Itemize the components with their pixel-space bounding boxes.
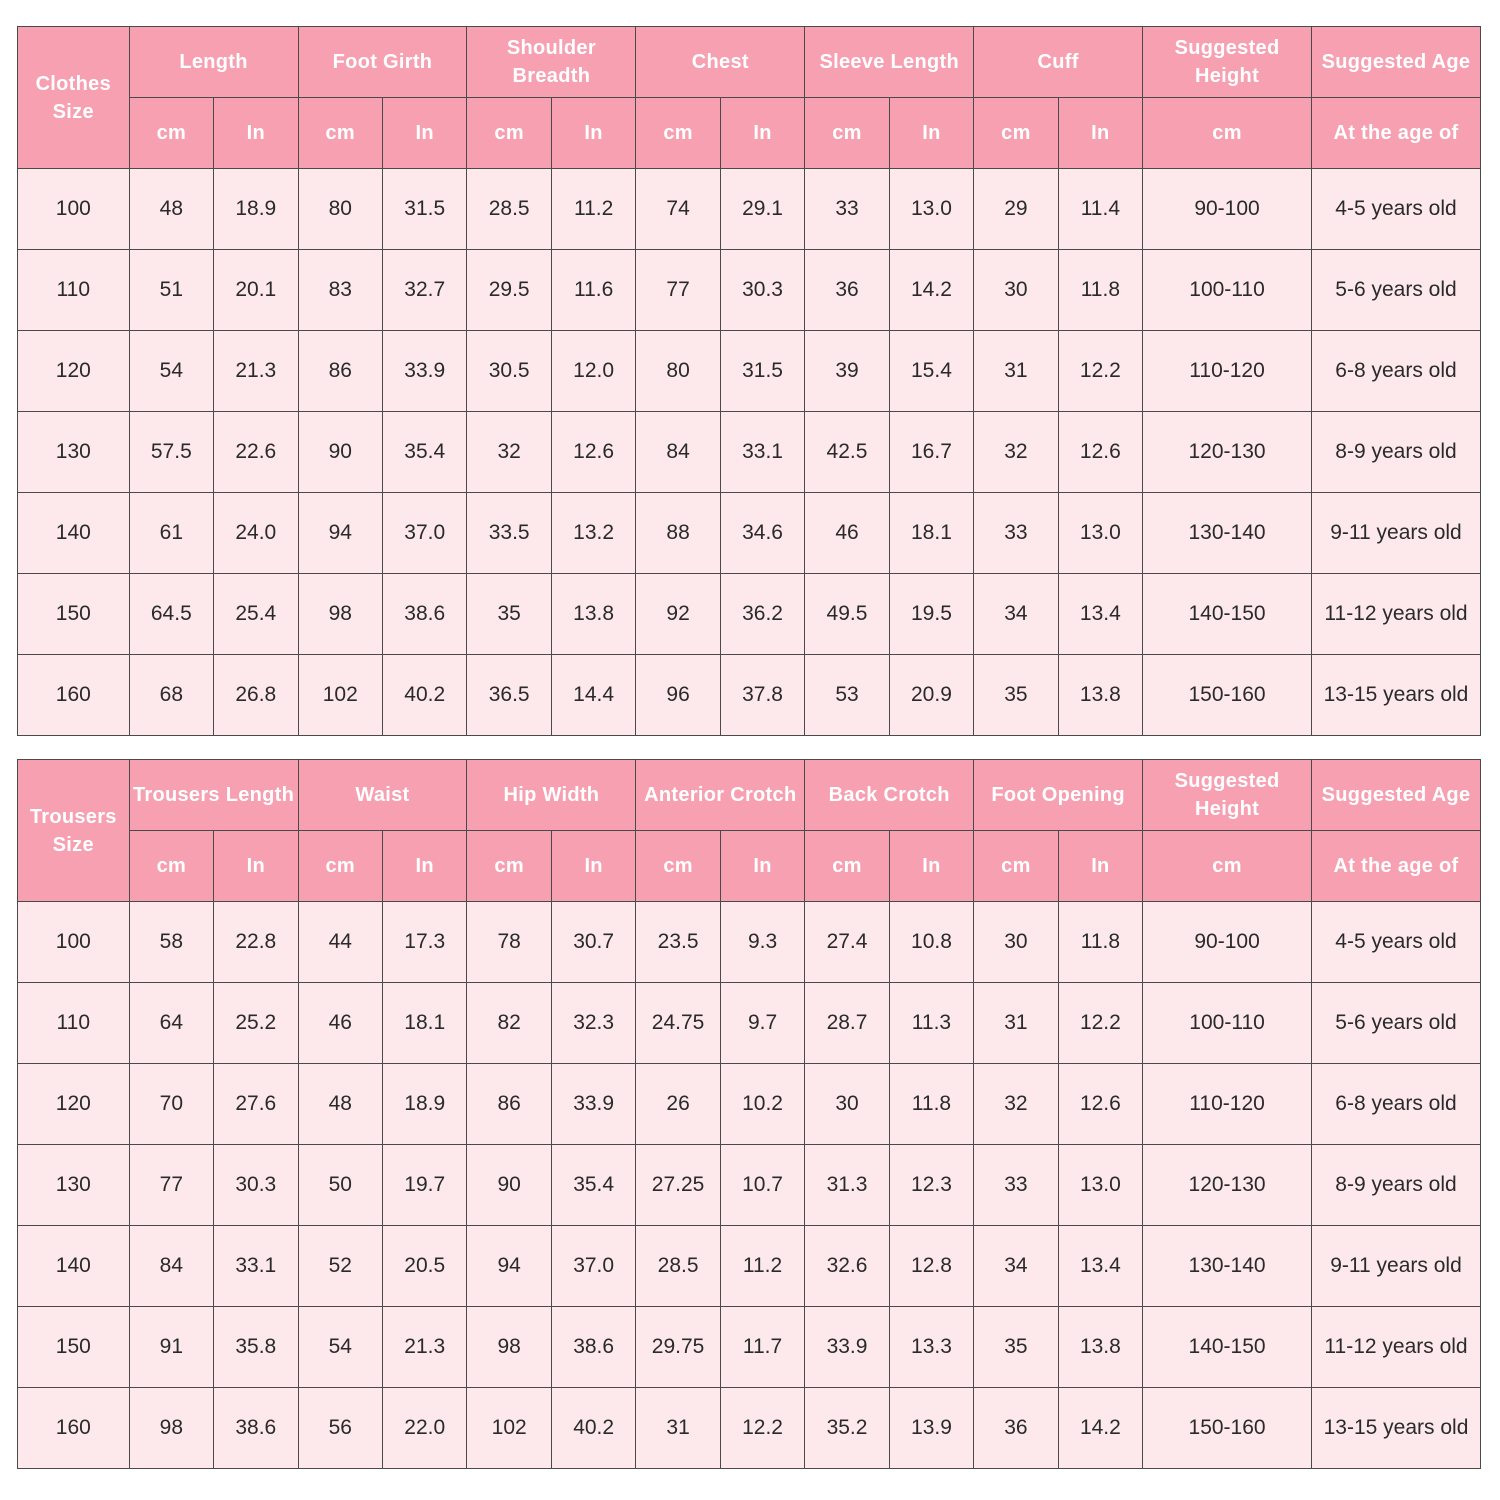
table-cell: 91 <box>129 1307 213 1388</box>
table-cell: 13.8 <box>1058 655 1142 736</box>
table-cell: 22.8 <box>214 902 298 983</box>
table-cell: 11.3 <box>889 983 973 1064</box>
unit-in: In <box>214 831 298 902</box>
table-cell: 94 <box>467 1226 551 1307</box>
table-cell: 49.5 <box>805 574 889 655</box>
table-cell: 27.6 <box>214 1064 298 1145</box>
group-header: Cuff <box>974 27 1143 98</box>
unit-cm: cm <box>467 831 551 902</box>
table-cell: 29.5 <box>467 250 551 331</box>
unit-cm: cm <box>129 98 213 169</box>
table-cell: 28.5 <box>636 1226 720 1307</box>
table-cell: 34.6 <box>720 493 804 574</box>
table-cell: 37.0 <box>382 493 466 574</box>
table-cell: 13-15 years old <box>1311 655 1480 736</box>
table-cell: 102 <box>298 655 382 736</box>
table-cell: 10.8 <box>889 902 973 983</box>
table-cell: 33 <box>805 169 889 250</box>
unit-cm: cm <box>974 831 1058 902</box>
table-cell: 90-100 <box>1143 902 1312 983</box>
table-cell: 13.2 <box>551 493 635 574</box>
table-cell: 30.7 <box>551 902 635 983</box>
table-cell: 19.7 <box>382 1145 466 1226</box>
table-row <box>18 412 1481 493</box>
table-cell: 16.7 <box>889 412 973 493</box>
table-cell: 25.4 <box>214 574 298 655</box>
table-cell: 36.2 <box>720 574 804 655</box>
table-cell: 12.2 <box>720 1388 804 1469</box>
table-cell: 86 <box>298 331 382 412</box>
size-cell: 160 <box>18 1388 130 1469</box>
table-cell: 38.6 <box>551 1307 635 1388</box>
table-cell: 22.0 <box>382 1388 466 1469</box>
table-cell: 120-130 <box>1143 412 1312 493</box>
table-row <box>18 655 1481 736</box>
table-cell: 33.9 <box>551 1064 635 1145</box>
age-header: Suggested Age <box>1312 760 1481 831</box>
size-cell: 150 <box>18 574 130 655</box>
table-cell: 19.5 <box>889 574 973 655</box>
table-cell: 21.3 <box>214 331 298 412</box>
table-cell: 39 <box>805 331 889 412</box>
height-header: Suggested Height <box>1143 27 1312 98</box>
table-cell: 44 <box>298 902 382 983</box>
table-cell: 28.5 <box>467 169 551 250</box>
table-cell: 20.5 <box>382 1226 466 1307</box>
size-cell: 100 <box>18 169 130 250</box>
table-cell: 32 <box>467 412 551 493</box>
table-row <box>18 574 1481 655</box>
table-cell: 33.1 <box>720 412 804 493</box>
table-cell: 18.1 <box>382 983 466 1064</box>
group-header: Chest <box>636 27 805 98</box>
unit-cm: cm <box>805 831 889 902</box>
table-cell: 13.0 <box>889 169 973 250</box>
table-cell: 32.7 <box>382 250 466 331</box>
table-cell: 31.5 <box>720 331 804 412</box>
table-row <box>18 1064 1481 1145</box>
table-cell: 98 <box>298 574 382 655</box>
table-cell: 35 <box>974 655 1058 736</box>
size-cell: 130 <box>18 412 130 493</box>
table-cell: 30.5 <box>467 331 551 412</box>
table-cell: 34 <box>974 574 1058 655</box>
table-cell: 50 <box>298 1145 382 1226</box>
group-header: Trousers Length <box>129 760 298 831</box>
table-cell: 29 <box>974 169 1058 250</box>
table-cell: 36.5 <box>467 655 551 736</box>
table-cell: 26 <box>636 1064 720 1145</box>
table-cell: 48 <box>129 169 213 250</box>
table-cell: 90 <box>467 1145 551 1226</box>
table-cell: 100-110 <box>1143 983 1312 1064</box>
table-cell: 9-11 years old <box>1311 493 1480 574</box>
table-cell: 12.6 <box>1058 1064 1142 1145</box>
table-cell: 12.6 <box>1058 412 1142 493</box>
table-cell: 90-100 <box>1143 169 1312 250</box>
table-cell: 13.4 <box>1058 574 1142 655</box>
table-cell: 33.9 <box>382 331 466 412</box>
table-cell: 90 <box>298 412 382 493</box>
table-cell: 11.8 <box>1058 250 1142 331</box>
group-header: Sleeve Length <box>805 27 974 98</box>
unit-cm: cm <box>298 831 382 902</box>
table-cell: 8-9 years old <box>1312 1145 1481 1226</box>
table-cell: 22.6 <box>214 412 298 493</box>
table-cell: 11.7 <box>720 1307 804 1388</box>
age-unit: At the age of <box>1311 98 1480 169</box>
table-cell: 32 <box>974 1064 1058 1145</box>
table-cell: 14.4 <box>551 655 635 736</box>
group-header: Length <box>129 27 298 98</box>
table-cell: 35 <box>467 574 551 655</box>
table-cell: 18.9 <box>382 1064 466 1145</box>
table-cell: 35.8 <box>214 1307 298 1388</box>
table-cell: 25.2 <box>214 983 298 1064</box>
size-cell: 140 <box>18 493 130 574</box>
table-cell: 13.8 <box>551 574 635 655</box>
unit-cm: cm <box>129 831 213 902</box>
table-cell: 18.1 <box>889 493 973 574</box>
table-cell: 110-120 <box>1143 1064 1312 1145</box>
table-cell: 30 <box>974 902 1058 983</box>
table-cell: 13.3 <box>889 1307 973 1388</box>
table-cell: 56 <box>298 1388 382 1469</box>
table-cell: 11-12 years old <box>1312 1307 1481 1388</box>
table-cell: 11.8 <box>1058 902 1142 983</box>
clothes-table-body <box>18 169 1481 736</box>
unit-cm: cm <box>805 98 889 169</box>
table-row <box>18 169 1481 250</box>
table-cell: 13.4 <box>1058 1226 1142 1307</box>
size-cell: 110 <box>18 983 130 1064</box>
table-cell: 5-6 years old <box>1311 250 1480 331</box>
table-cell: 94 <box>298 493 382 574</box>
table-cell: 28.7 <box>805 983 889 1064</box>
table-cell: 74 <box>636 169 720 250</box>
table-cell: 12.2 <box>1058 983 1142 1064</box>
table-row <box>18 902 1481 983</box>
trousers-table-body <box>18 902 1481 1469</box>
table-cell: 31 <box>974 983 1058 1064</box>
table-cell: 18.9 <box>214 169 298 250</box>
table-cell: 12.0 <box>551 331 635 412</box>
size-cell: 100 <box>18 902 130 983</box>
table-cell: 20.1 <box>214 250 298 331</box>
table-cell: 17.3 <box>382 902 466 983</box>
group-header: Shoulder Breadth <box>467 27 636 98</box>
table-cell: 68 <box>129 655 213 736</box>
size-cell: 120 <box>18 331 130 412</box>
table-cell: 12.3 <box>889 1145 973 1226</box>
table-row <box>18 1145 1481 1226</box>
table-cell: 37.0 <box>551 1226 635 1307</box>
unit-cm: cm <box>467 98 551 169</box>
table-cell: 64 <box>129 983 213 1064</box>
size-cell: 130 <box>18 1145 130 1226</box>
table-cell: 32 <box>974 412 1058 493</box>
table-cell: 64.5 <box>129 574 213 655</box>
table-cell: 88 <box>636 493 720 574</box>
table-cell: 15.4 <box>889 331 973 412</box>
table-cell: 35 <box>974 1307 1058 1388</box>
table-cell: 13.0 <box>1058 493 1142 574</box>
table-cell: 9.3 <box>720 902 804 983</box>
table-cell: 11.6 <box>551 250 635 331</box>
table-cell: 92 <box>636 574 720 655</box>
table-cell: 8-9 years old <box>1311 412 1480 493</box>
unit-in: In <box>720 831 804 902</box>
table-cell: 140-150 <box>1143 1307 1312 1388</box>
unit-cm: cm <box>636 831 720 902</box>
unit-in: In <box>889 98 973 169</box>
table-cell: 13.9 <box>889 1388 973 1469</box>
table-cell: 24.0 <box>214 493 298 574</box>
unit-in: In <box>382 98 466 169</box>
height-unit: cm <box>1143 98 1312 169</box>
group-header: Foot Girth <box>298 27 467 98</box>
table-row <box>18 331 1481 412</box>
table-cell: 6-8 years old <box>1311 331 1480 412</box>
height-header: Suggested Height <box>1143 760 1312 831</box>
table-cell: 4-5 years old <box>1312 902 1481 983</box>
table-cell: 82 <box>467 983 551 1064</box>
size-cell: 140 <box>18 1226 130 1307</box>
group-header: Anterior Crotch <box>636 760 805 831</box>
table-cell: 98 <box>467 1307 551 1388</box>
group-header: Waist <box>298 760 467 831</box>
table-row <box>18 250 1481 331</box>
table-cell: 4-5 years old <box>1311 169 1480 250</box>
table-cell: 38.6 <box>214 1388 298 1469</box>
table-cell: 34 <box>974 1226 1058 1307</box>
table-cell: 80 <box>636 331 720 412</box>
table-cell: 77 <box>636 250 720 331</box>
group-header: Back Crotch <box>805 760 974 831</box>
table-cell: 31.3 <box>805 1145 889 1226</box>
table-cell: 11.2 <box>720 1226 804 1307</box>
table-cell: 29.1 <box>720 169 804 250</box>
table-cell: 83 <box>298 250 382 331</box>
table-cell: 58 <box>129 902 213 983</box>
table-cell: 30.3 <box>214 1145 298 1226</box>
unit-in: In <box>889 831 973 902</box>
unit-in: In <box>214 98 298 169</box>
table-cell: 12.2 <box>1058 331 1142 412</box>
table-cell: 140-150 <box>1143 574 1312 655</box>
table-row <box>18 493 1481 574</box>
table-cell: 54 <box>129 331 213 412</box>
table-cell: 11.2 <box>551 169 635 250</box>
table-cell: 52 <box>298 1226 382 1307</box>
table-cell: 77 <box>129 1145 213 1226</box>
table-cell: 70 <box>129 1064 213 1145</box>
table-cell: 33 <box>974 493 1058 574</box>
table-cell: 120-130 <box>1143 1145 1312 1226</box>
table-cell: 86 <box>467 1064 551 1145</box>
table-cell: 31.5 <box>382 169 466 250</box>
trousers-size-table <box>17 759 1481 1469</box>
unit-in: In <box>1058 98 1142 169</box>
table-cell: 40.2 <box>551 1388 635 1469</box>
size-cell: 110 <box>18 250 130 331</box>
table-cell: 46 <box>298 983 382 1064</box>
table-cell: 10.2 <box>720 1064 804 1145</box>
table-cell: 27.4 <box>805 902 889 983</box>
unit-cm: cm <box>298 98 382 169</box>
table-cell: 110-120 <box>1143 331 1312 412</box>
table-cell: 9-11 years old <box>1312 1226 1481 1307</box>
table-cell: 96 <box>636 655 720 736</box>
unit-in: In <box>551 831 635 902</box>
size-cell: 150 <box>18 1307 130 1388</box>
table-cell: 53 <box>805 655 889 736</box>
table-cell: 21.3 <box>382 1307 466 1388</box>
table-cell: 80 <box>298 169 382 250</box>
table-cell: 33.1 <box>214 1226 298 1307</box>
table-cell: 11.8 <box>889 1064 973 1145</box>
height-unit: cm <box>1143 831 1312 902</box>
unit-in: In <box>551 98 635 169</box>
table-cell: 78 <box>467 902 551 983</box>
table-cell: 14.2 <box>889 250 973 331</box>
size-header: Trousers Size <box>18 760 130 902</box>
table-cell: 57.5 <box>129 412 213 493</box>
table-row <box>18 983 1481 1064</box>
table-cell: 26.8 <box>214 655 298 736</box>
unit-in: In <box>720 98 804 169</box>
table-cell: 33.9 <box>805 1307 889 1388</box>
table-cell: 130-140 <box>1143 1226 1312 1307</box>
table-cell: 40.2 <box>382 655 466 736</box>
table-cell: 20.9 <box>889 655 973 736</box>
table-cell: 31 <box>636 1388 720 1469</box>
unit-in: In <box>1058 831 1142 902</box>
table-cell: 13-15 years old <box>1312 1388 1481 1469</box>
table-row <box>18 1226 1481 1307</box>
table-cell: 36 <box>974 1388 1058 1469</box>
age-unit: At the age of <box>1312 831 1481 902</box>
size-cell: 120 <box>18 1064 130 1145</box>
table-cell: 48 <box>298 1064 382 1145</box>
table-cell: 6-8 years old <box>1312 1064 1481 1145</box>
table-cell: 33.5 <box>467 493 551 574</box>
table-cell: 27.25 <box>636 1145 720 1226</box>
table-cell: 61 <box>129 493 213 574</box>
table-cell: 38.6 <box>382 574 466 655</box>
unit-in: In <box>382 831 466 902</box>
table-cell: 32.3 <box>551 983 635 1064</box>
age-header: Suggested Age <box>1311 27 1480 98</box>
table-cell: 11-12 years old <box>1311 574 1480 655</box>
table-cell: 32.6 <box>805 1226 889 1307</box>
table-cell: 84 <box>129 1226 213 1307</box>
table-cell: 33 <box>974 1145 1058 1226</box>
group-header: Hip Width <box>467 760 636 831</box>
table-cell: 36 <box>805 250 889 331</box>
table-cell: 42.5 <box>805 412 889 493</box>
clothes-size-table <box>17 26 1481 736</box>
table-cell: 35.2 <box>805 1388 889 1469</box>
table-cell: 14.2 <box>1058 1388 1142 1469</box>
size-header: Clothes Size <box>18 27 130 169</box>
unit-cm: cm <box>974 98 1058 169</box>
size-cell: 160 <box>18 655 130 736</box>
group-header: Foot Opening <box>974 760 1143 831</box>
table-row <box>18 1388 1481 1469</box>
unit-cm: cm <box>636 98 720 169</box>
table-cell: 24.75 <box>636 983 720 1064</box>
table-cell: 11.4 <box>1058 169 1142 250</box>
table-cell: 54 <box>298 1307 382 1388</box>
table-cell: 12.6 <box>551 412 635 493</box>
table-cell: 46 <box>805 493 889 574</box>
table-cell: 9.7 <box>720 983 804 1064</box>
table-row <box>18 1307 1481 1388</box>
table-cell: 5-6 years old <box>1312 983 1481 1064</box>
table-cell: 12.8 <box>889 1226 973 1307</box>
table-cell: 150-160 <box>1143 1388 1312 1469</box>
table-cell: 35.4 <box>382 412 466 493</box>
table-cell: 98 <box>129 1388 213 1469</box>
table-cell: 100-110 <box>1143 250 1312 331</box>
table-cell: 13.8 <box>1058 1307 1142 1388</box>
table-cell: 102 <box>467 1388 551 1469</box>
table-cell: 10.7 <box>720 1145 804 1226</box>
table-cell: 51 <box>129 250 213 331</box>
table-cell: 130-140 <box>1143 493 1312 574</box>
table-cell: 29.75 <box>636 1307 720 1388</box>
table-cell: 23.5 <box>636 902 720 983</box>
table-cell: 31 <box>974 331 1058 412</box>
table-cell: 30 <box>974 250 1058 331</box>
table-cell: 13.0 <box>1058 1145 1142 1226</box>
table-cell: 37.8 <box>720 655 804 736</box>
table-cell: 84 <box>636 412 720 493</box>
table-cell: 150-160 <box>1143 655 1312 736</box>
table-cell: 30 <box>805 1064 889 1145</box>
table-cell: 30.3 <box>720 250 804 331</box>
table-cell: 35.4 <box>551 1145 635 1226</box>
